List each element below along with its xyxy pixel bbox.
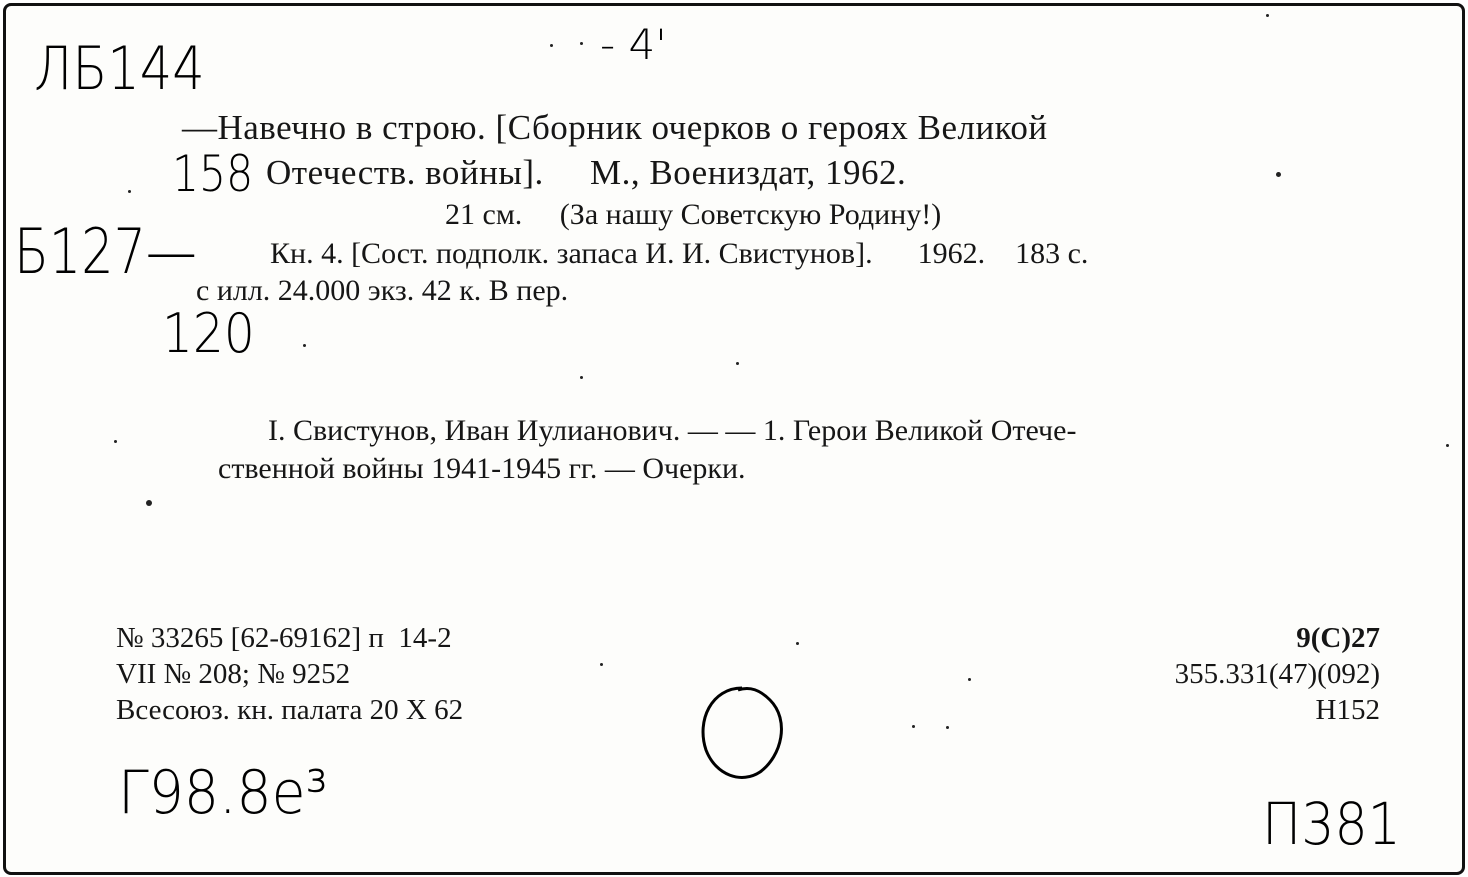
scan-speck xyxy=(146,500,152,506)
classification-udc: 355.331(47)(092) xyxy=(1174,658,1380,690)
scan-speck xyxy=(580,376,583,379)
imprint-line: с илл. 24.000 экз. 42 к. В пер. xyxy=(196,274,569,307)
register-number: VII № 208; № 9252 xyxy=(116,658,351,690)
scan-speck xyxy=(580,42,583,45)
scan-speck xyxy=(796,642,799,645)
handwritten-mark-b127: Б127— xyxy=(14,215,197,288)
scan-speck xyxy=(1266,14,1269,17)
subject-line-1: I. Свистунов, Иван Иулианович. — — 1. Герои Великой Отече- xyxy=(268,414,1077,447)
scan-speck xyxy=(1446,444,1449,447)
card-number: № 33265 [62-69162] п 14-2 xyxy=(116,622,452,654)
subject-line-2: ственной войны 1941-1945 гг. — Очерки. xyxy=(218,452,746,485)
scan-speck xyxy=(600,663,603,666)
scan-speck xyxy=(912,725,915,728)
hand-drawn-circle xyxy=(690,680,800,790)
handwritten-call-number: ЛБ144 xyxy=(34,34,205,104)
chamber-date: Всесоюз. кн. палата 20 X 62 xyxy=(116,694,464,726)
scan-speck xyxy=(1276,172,1281,177)
handwritten-shelf-mark: П381 xyxy=(1262,790,1401,858)
scan-speck xyxy=(968,678,971,681)
scan-speck xyxy=(114,440,117,443)
handwritten-mark-120: 120 xyxy=(162,302,255,365)
author-mark: Н152 xyxy=(1315,694,1380,726)
scan-speck xyxy=(303,344,306,347)
scan-speck xyxy=(946,726,949,729)
series-line: 21 см. (За нашу Советскую Родину!) xyxy=(445,198,942,231)
handwritten-classification: Г98.8е³ xyxy=(118,758,328,828)
scan-speck xyxy=(736,362,739,365)
scan-speck xyxy=(128,190,131,193)
scan-speck xyxy=(550,44,553,47)
classification-bbk: 9(С)27 xyxy=(1296,622,1380,654)
title-line-1: —Навечно в строю. [Сборник очерков о героях Великой xyxy=(182,108,1048,147)
handwritten-top-mark: - 4' xyxy=(600,20,667,69)
title-line-2: Отечеств. войны]. М., Воениздат, 1962. xyxy=(266,153,907,192)
volume-line: Кн. 4. [Сост. подполк. запаса И. И. Свистунов]. 1962. 183 с. xyxy=(270,237,1089,270)
handwritten-mark-158: 158 xyxy=(172,145,254,203)
